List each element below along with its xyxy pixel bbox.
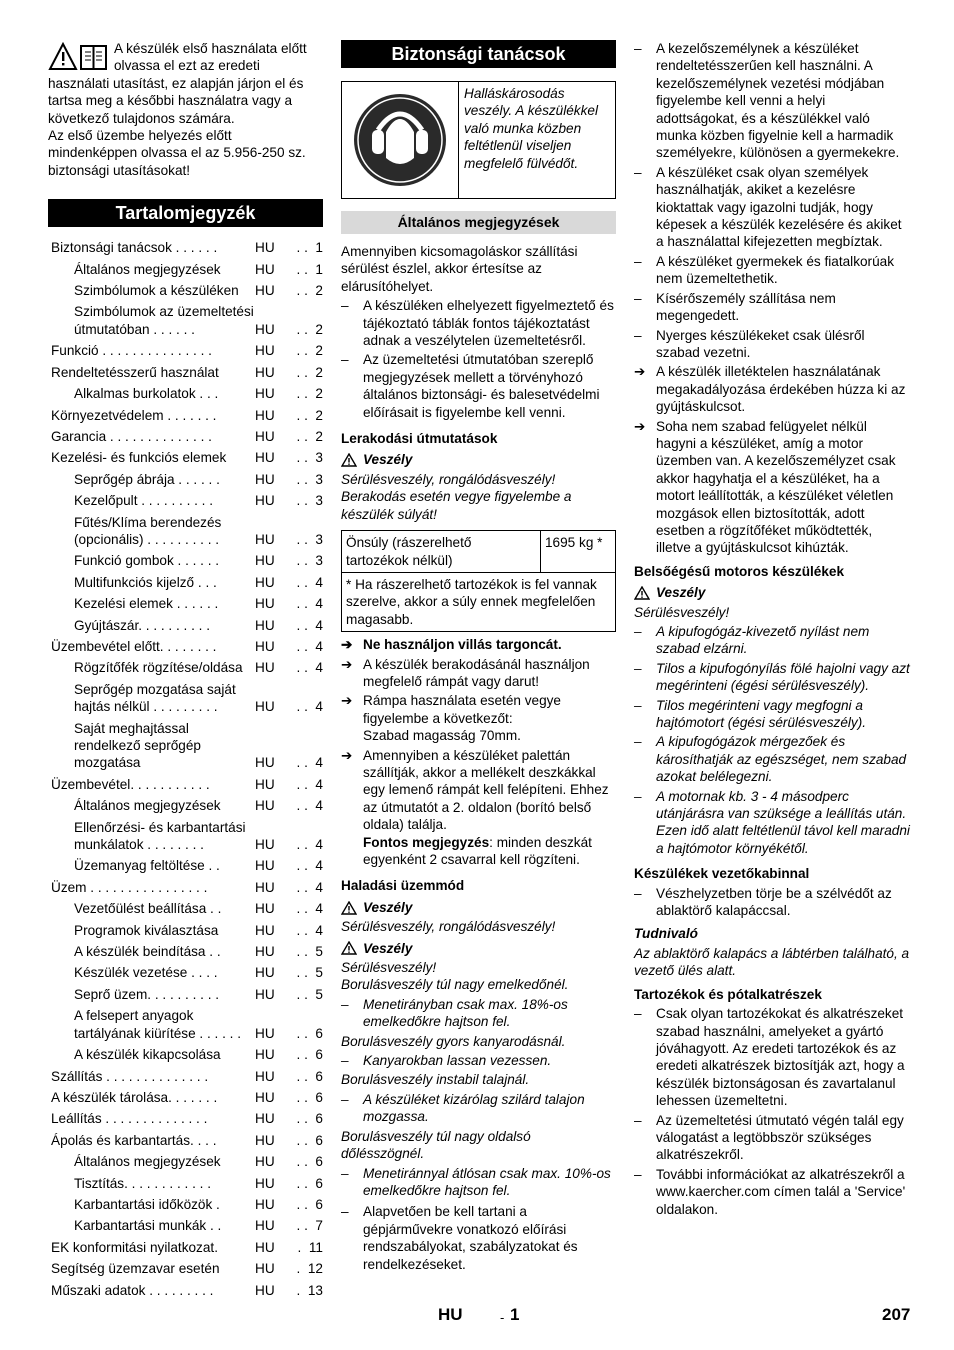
toc-entry-page: . . 6 <box>296 1068 323 1084</box>
toc-entry-page: . . 2 <box>296 364 323 380</box>
toc-entry-title: Üzem . . . . . . . . . . . . . . . . <box>51 879 208 895</box>
toc-entry-page: . . 4 <box>296 638 323 654</box>
toc-entry-page: . . 1 <box>296 240 323 256</box>
toc-entry-page: . 13 <box>296 1282 323 1298</box>
toc-entry-title: Ellenőrzési- és karbantartási munkálatok . . . . . . . . <box>74 819 246 853</box>
list-item: – Vészhelyzetben törje be a szélvédőt az ablaktörő kalapáccsal. <box>634 885 892 919</box>
list-item: – További információkat az alkatrészekről a www.kaercher.com címen talál a 'Service' oldalakon. <box>634 1166 906 1217</box>
toc-entry-title: Üzemanyag feltöltése . . <box>74 858 220 874</box>
toc-entry-title: A készülék kikapcsolása <box>74 1047 221 1063</box>
toc-entry-lang: HU <box>255 364 275 380</box>
toc-entry-page: . . 3 <box>296 531 323 547</box>
toc-entry-title: Szimbólumok az üzemeltetési útmutatóban . . . . . . <box>74 304 254 337</box>
toc-entry-lang: HU <box>255 1132 275 1148</box>
weight-table <box>341 530 616 632</box>
toc-entry-title: Kezelőpult . . . . . . . . . . <box>74 493 214 509</box>
list-item: – A készüléken elhelyezett figyelmeztető és tájékoztató táblák fontos tájékoztatást adnak a veszélytelen üzemeltetésről. <box>341 298 614 349</box>
toc-entry-title: Seprő üzem. . . . . . . . . . <box>74 986 220 1002</box>
toc-entry-title: Szállítás . . . . . . . . . . . . . . <box>51 1068 209 1084</box>
section-title-safety: Biztonsági tanácsok <box>341 40 616 68</box>
toc-entry-page: . . 2 <box>296 321 323 337</box>
toc-entry[interactable] <box>48 962 323 983</box>
toc-entry[interactable] <box>48 383 323 404</box>
danger-label: Veszély <box>341 940 616 957</box>
list-item: – Kanyarokban lassan vezessen. <box>341 1053 552 1069</box>
toc-entry-lang: HU <box>255 1239 275 1255</box>
toc-entry-title: Szimbólumok a készüléken <box>74 283 239 299</box>
toc-entry-title: Kezelési elemek . . . . . . <box>74 596 219 612</box>
column-middle <box>341 40 616 1273</box>
toc-entry[interactable] <box>48 984 323 1005</box>
toc-entry[interactable] <box>48 1280 323 1301</box>
toc-entry-title: Kezelési- és funkciós elemek <box>51 450 227 466</box>
toc-entry-title: Gyújtászár. . . . . . . . . . <box>74 617 210 633</box>
toc-entry-lang: HU <box>255 343 275 359</box>
toc-entry-title: Tisztítás. . . . . . . . . . . . <box>74 1175 211 1191</box>
warning-manual-icon <box>48 42 110 72</box>
toc-entry-title: Multifunkciós kijelző . . . <box>74 574 217 590</box>
toc-entry-title: A készülék tárolása. . . . . . . <box>51 1089 218 1105</box>
toc-entry[interactable] <box>48 280 323 301</box>
toc-entry-title: Karbantartási munkák . . <box>74 1218 222 1234</box>
toc-entry-title: Garancia . . . . . . . . . . . . . . <box>51 428 212 444</box>
toc-entry-lang: HU <box>255 858 275 874</box>
list-item: – A kezelőszemélynek a készüléket rendeltetésszerűen kell használni. A kezelőszemélynek vezetési módjában figyelembe kell venni a helyi adottságokat, és a készülékkel való munka közben figyelnie kell a harmadik személyekre, különösen a gyermekekre. <box>634 41 900 161</box>
toc-entry[interactable] <box>48 615 323 636</box>
toc-entry-title: Seprőgép ábrája . . . . . . <box>74 471 220 487</box>
toc-entry-page: . . 6 <box>296 1175 323 1191</box>
toc-entry-lang: HU <box>255 699 275 715</box>
toc-entry[interactable] <box>48 1130 323 1151</box>
hearing-warning-box <box>341 81 616 199</box>
list-item: – Kísérőszemély szállítása nem megengedett. <box>634 290 836 324</box>
toc-entry-lang: HU <box>255 321 275 337</box>
toc-entry[interactable] <box>48 1087 323 1108</box>
toc-entry-title: Saját meghajtással rendelkező seprőgép mozgatása <box>74 720 201 771</box>
warning-icon <box>341 901 357 915</box>
list-item: – A kipufogógáz-kivezető nyílást nem szabad elzárni. <box>634 624 870 657</box>
toc-entry[interactable] <box>48 920 323 941</box>
toc-entry-page: . . 4 <box>296 617 323 633</box>
toc-entry-lang: HU <box>255 1068 275 1084</box>
toc-entry-lang: HU <box>255 428 275 444</box>
toc-entry-page: . . 6 <box>296 1132 323 1148</box>
list-item: ➔ Soha nem szabad felügyelet nélkül hagyni a készüléket, amíg a motor üzemben van. A kezelőszemélyzet csak akkor hagyhatja el a készüléket, ha a motort leállították, a készüléket véletlen mozgások ellen biztosították, adott esetben a rögzítőféket működtették, illetve a gyújtáskulcsot kihúzták. <box>634 418 896 556</box>
tip-text: Borulásveszély instabil talajnál. <box>341 1072 530 1088</box>
toc-entry-title: Általános megjegyzések <box>74 798 221 814</box>
toc-entry-page: . . 6 <box>296 1089 323 1105</box>
toc-entry-title: Fűtés/Klíma berendezés (opcionális) . . . . . . . . . . <box>74 514 222 547</box>
warning-icon <box>341 453 357 467</box>
toc-entry-title: Funkció . . . . . . . . . . . . . . . <box>51 343 212 359</box>
toc-entry-page: . . 1 <box>296 261 323 277</box>
toc-entry-lang: HU <box>255 386 275 402</box>
toc-entry-lang: HU <box>255 407 275 423</box>
toc-entry[interactable] <box>48 1258 323 1279</box>
toc-entry-title: Rögzítőfék rögzítése/oldása <box>74 660 243 676</box>
list-item: ➔ A készülék illetéktelen használatának megakadályozása érdekében húzza ki az gyújtáskulcsot. <box>634 364 906 415</box>
toc-entry[interactable] <box>48 550 323 571</box>
list-item: ➔ Amennyiben a készüléket palettán szállítják, akkor a mellékelt deszkákkal egy lemenő rámpát kell felépíteni. Ehhez az útmutatót a 2. oldalon (borító belső oldala) találja. Fontos megjegyzés: minden deszkát egyenként 2 csavarral kell rögzíteni. <box>341 747 609 867</box>
toc-entry-page: . . 3 <box>296 450 323 466</box>
list-item: ➔ Rámpa használata esetén vegye figyelembe a következőt: Szabad magasság 70mm. <box>341 693 561 744</box>
toc-entry-lang: HU <box>255 755 275 771</box>
engine-title: Belsőégésű motoros készülékek <box>634 563 845 579</box>
toc-entry[interactable] <box>48 898 323 919</box>
toc-entry-page: . . 5 <box>296 986 323 1002</box>
toc-entry-page: . . 2 <box>296 428 323 444</box>
toc-entry[interactable] <box>48 340 323 361</box>
toc-entry-page: . . 4 <box>296 660 323 676</box>
toc-entry-page: . . 6 <box>296 1025 323 1041</box>
toc-entry-page: . . 3 <box>296 553 323 569</box>
toc-entry-lang: HU <box>255 837 275 853</box>
toc-entry-lang: HU <box>255 1261 275 1277</box>
list-item: – A készüléket csak olyan személyek használhatják, akiket a kezelésre kioktattak vagy igazolni tudják, hogy képesek a készülék kezelésére és akiket a használattal kifejezetten megbíztak. <box>634 164 902 250</box>
toc-entry-title: Alkalmas burkolatok . . . <box>74 386 219 402</box>
toc-entry-page: . . 4 <box>296 922 323 938</box>
toc-entry-title: A felsepert anyagok tartályának kiürítése . . . . . . <box>74 1008 241 1041</box>
column-right <box>634 40 910 1218</box>
danger-label: Veszély <box>634 584 910 601</box>
general-paragraph: Amennyiben kicsomagoláskor szállítási sérülést észlel, akkor értesítse az elárusítóhelyet. <box>341 244 578 294</box>
toc-entry[interactable] <box>48 657 323 678</box>
toc-entry-title: Programok kiválasztása <box>74 922 219 938</box>
toc-entry-lang: HU <box>255 574 275 590</box>
toc-entry-page: . . 6 <box>296 1154 323 1170</box>
page-number: 207 <box>882 1305 911 1324</box>
toc-entry-page: . . 4 <box>296 755 323 771</box>
list-item: – Csak olyan tartozékokat és alkatrészeket szabad használni, amelyeket a gyártó jóváhagyott. Az eredeti tartozékok és az eredeti alkatrészek biztosítják azt, hogy a készülék biztonságosan és zavartalanul lehessen üzemeltetni. <box>634 1006 905 1109</box>
toc-entry-title: Általános megjegyzések <box>74 261 221 277</box>
toc-entry-lang: HU <box>255 596 275 612</box>
footer-section-number: 1 <box>510 1305 520 1324</box>
toc-entry[interactable] <box>48 512 323 551</box>
toc-entry-lang: HU <box>255 1196 275 1212</box>
engine-risk: Sérülésveszély! <box>634 604 730 620</box>
toc-entry[interactable] <box>48 1108 323 1129</box>
toc-entry-page: . 12 <box>296 1261 323 1277</box>
toc-entry-page: . . 4 <box>296 837 323 853</box>
list-item: – A készüléket kizárólag szilárd talajon mozgassa. <box>341 1091 585 1125</box>
toc-entry-title: Seprőgép mozgatása saját hajtás nélkül . . . . . . . . . <box>74 681 236 715</box>
warning-icon <box>634 586 650 600</box>
unload-title: Lerakodási útmutatások <box>341 431 498 447</box>
toc-entry-title: Üzembevétel előtt. . . . . . . . <box>51 638 217 654</box>
list-item: – Az üzemeltetési útmutató végén talál egy válogatást a legtöbbször szükséges alkatrészekről. <box>634 1112 904 1163</box>
travel-risk-2: Sérülésveszély! <box>341 960 437 976</box>
toc-entry-lang: HU <box>255 660 275 676</box>
toc-entry[interactable] <box>48 237 323 258</box>
intro-text-2: Az első üzembe helyezés előtt mindenképpen olvassa el az 5.956-250 sz. biztonsági utasításokat! <box>48 128 306 178</box>
toc-entry[interactable] <box>48 679 323 718</box>
toc-entry-page: . . 4 <box>296 574 323 590</box>
toc-entry[interactable] <box>48 1173 323 1194</box>
toc-entry[interactable] <box>48 1044 323 1065</box>
table-of-contents <box>48 237 323 1301</box>
toc-entry-lang: HU <box>255 283 275 299</box>
toc-entry-page: . . 2 <box>296 343 323 359</box>
toc-entry-lang: HU <box>255 1089 275 1105</box>
toc-entry-page: . . 4 <box>296 879 323 895</box>
toc-entry-title: Segítség üzemzavar esetén <box>51 1261 220 1277</box>
toc-entry[interactable] <box>48 1005 323 1044</box>
toc-entry-lang: HU <box>255 1175 275 1191</box>
toc-entry-title: Üzembevétel. . . . . . . . . . . <box>51 776 210 792</box>
tip-text: Borulásveszély gyors kanyarodásnál. <box>341 1033 566 1049</box>
toc-entry[interactable] <box>48 469 323 490</box>
toc-entry[interactable] <box>48 1066 323 1087</box>
tip-text: Borulásveszély túl nagy oldalsó dőlésszögnél. <box>341 1128 531 1162</box>
toc-entry-page: . . 5 <box>296 944 323 960</box>
toc-entry-title: Biztonsági tanácsok . . . . . . <box>51 240 218 256</box>
toc-entry-page: . . 4 <box>296 699 323 715</box>
toc-entry-page: . . 6 <box>296 1111 323 1127</box>
toc-entry[interactable] <box>48 1215 323 1236</box>
column-left <box>48 40 323 1301</box>
toc-entry[interactable] <box>48 301 323 340</box>
toc-entry[interactable] <box>48 447 323 468</box>
toc-entry[interactable] <box>48 490 323 511</box>
toc-entry-lang: HU <box>255 450 275 466</box>
tip-text: Borulásveszély túl nagy emelkedőnél. <box>341 977 569 993</box>
travel-risk-1: Sérülésveszély, rongálódásveszély! <box>341 919 556 935</box>
toc-entry-page: . . 4 <box>296 858 323 874</box>
list-item: – Tilos a kipufogónyílás fölé hajolni vagy azt megérinteni (égési sérülésveszély). <box>634 660 910 694</box>
toc-entry-title: Vezetőülést beállítása . . <box>74 901 222 917</box>
toc-entry[interactable] <box>48 855 323 876</box>
toc-entry-page: . . 7 <box>296 1218 323 1234</box>
subsection-general: Általános megjegyzések <box>341 211 616 234</box>
weight-value: 1695 kg * <box>545 535 603 551</box>
toc-entry-title: Általános megjegyzések <box>74 1154 221 1170</box>
list-item: – Nyerges készülékeket csak ülésről szabad vezetni. <box>634 327 865 360</box>
toc-entry-title: Karbantartási időközök . <box>74 1196 220 1212</box>
unload-risk: Sérülésveszély, rongálódásveszély! Berakodás esetén vegye figyelembe a készülék súlyát! <box>341 471 572 522</box>
toc-entry-page: . . 5 <box>296 965 323 981</box>
list-item: ➔ Ne használjon villás targoncát. <box>341 637 562 653</box>
weight-label: Önsúly (rászerelhető tartozékok nélkül) <box>342 531 541 572</box>
footer-lang: HU <box>438 1305 463 1324</box>
toc-entry-page: . . 2 <box>296 407 323 423</box>
toc-entry-lang: HU <box>255 1047 275 1063</box>
list-item: – Az üzemeltetési útmutatóban szereplő megjegyzések mellett a törvényhozó általános biztonsági- és balesetvédelmi előírásait is figyelembe kell venni. <box>341 352 600 420</box>
list-item: – Menetiránnyal átlósan csak max. 10%-os emelkedőkre hajtson fel. <box>341 1165 611 1198</box>
toc-entry[interactable] <box>48 1237 323 1258</box>
danger-label: Veszély <box>341 451 616 468</box>
toc-entry-page: . . 3 <box>296 471 323 487</box>
toc-entry-page: . . 4 <box>296 776 323 792</box>
list-item: – A motornak kb. 3 - 4 másodperc utánjárásra van szüksége a leállítás után. Ezen idő alatt feltétlenül távol kell maradni a hajtómotor környékétől. <box>634 788 910 856</box>
toc-entry[interactable] <box>48 774 323 795</box>
toc-entry-lang: HU <box>255 261 275 277</box>
toc-entry[interactable] <box>48 795 323 816</box>
toc-entry[interactable] <box>48 572 323 593</box>
toc-entry[interactable] <box>48 941 323 962</box>
toc-entry-page: . . 4 <box>296 596 323 612</box>
toc-title: Tartalomjegyzék <box>48 199 323 227</box>
toc-entry[interactable] <box>48 593 323 614</box>
weight-note: * Ha rászerelhető tartozékok is fel vannak szerelve, akkor a súly ennek megfelelően magasabb. <box>346 576 597 627</box>
list-item: – A kipufogógázok mérgezőek és károsíthatják az egészséget, nem szabad azokat belélegezni. <box>634 734 907 785</box>
toc-entry-title: Környezetvédelem . . . . . . . <box>51 407 217 423</box>
toc-entry-lang: HU <box>255 965 275 981</box>
toc-entry-lang: HU <box>255 798 275 814</box>
toc-entry-page: . . 6 <box>296 1196 323 1212</box>
toc-entry[interactable] <box>48 877 323 898</box>
toc-entry-title: Műszaki adatok . . . . . . . . . <box>51 1282 214 1298</box>
toc-entry[interactable] <box>48 718 323 774</box>
toc-entry[interactable] <box>48 259 323 280</box>
toc-entry-lang: HU <box>255 493 275 509</box>
toc-entry-lang: HU <box>255 901 275 917</box>
toc-entry-title: Funkció gombok . . . . . . <box>74 553 220 569</box>
toc-entry-title: Készülék vezetése . . . . <box>74 965 218 981</box>
toc-entry-lang: HU <box>255 1154 275 1170</box>
note-title: Tudnivaló <box>634 925 698 941</box>
toc-entry-lang: HU <box>255 776 275 792</box>
toc-entry[interactable] <box>48 817 323 856</box>
toc-entry-page: . . 4 <box>296 901 323 917</box>
toc-entry[interactable] <box>48 426 323 447</box>
toc-entry-lang: HU <box>255 1282 275 1298</box>
ear-protection-icon <box>342 82 459 198</box>
cab-title: Készülékek vezetőkabinnal <box>634 866 810 882</box>
toc-entry-lang: HU <box>255 617 275 633</box>
toc-entry-page: . . 6 <box>296 1047 323 1063</box>
intro-block <box>48 40 323 179</box>
toc-entry-lang: HU <box>255 1111 275 1127</box>
toc-entry-title: Rendeltetésszerű használat <box>51 364 219 380</box>
toc-entry-page: . . 4 <box>296 798 323 814</box>
toc-entry-lang: HU <box>255 531 275 547</box>
list-item: – Tilos megérinteni vagy megfogni a hajtómotort (égési sérülésveszély). <box>634 697 867 731</box>
list-item: ➔ A készülék berakodásánál használjon megfelelő rámpát vagy darut! <box>341 656 590 689</box>
toc-entry-lang: HU <box>255 944 275 960</box>
toc-entry-title: EK konformitási nyilatkozat. <box>51 1239 218 1255</box>
toc-entry[interactable] <box>48 362 323 383</box>
hearing-warning-text: Halláskárosodás veszély. A készülékkel való munka közben feltétlenül viseljen megfelelő fülvédőt. <box>464 86 598 171</box>
toc-entry-title: Leállítás . . . . . . . . . . . . . . <box>51 1111 208 1127</box>
toc-entry-lang: HU <box>255 471 275 487</box>
toc-entry[interactable] <box>48 405 323 426</box>
list-item: – A készüléket gyermekek és fiatalkorúak nem üzemeltethetik. <box>634 253 895 287</box>
list-item: – Alapvetően be kell tartani a gépjárművekre vonatkozó előírási rendszabályokat, szabályzatokat és rendelkezéseket. <box>341 1204 578 1272</box>
toc-entry[interactable] <box>48 1194 323 1215</box>
list-item: – Menetirányban csak max. 18%-os emelkedőkre hajtson fel. <box>341 996 568 1030</box>
toc-entry-page: . 11 <box>297 1239 323 1255</box>
parts-title: Tartozékok és pótalkatrészek <box>634 986 822 1002</box>
toc-entry-page: . . 2 <box>296 283 323 299</box>
note-text: Az ablaktörő kalapács a lábtérben található, a vezető ülés alatt. <box>634 945 910 979</box>
toc-entry-lang: HU <box>255 240 275 256</box>
toc-entry-lang: HU <box>255 1218 275 1234</box>
toc-entry-title: Ápolás és karbantartás. . . . <box>51 1132 217 1148</box>
toc-entry-lang: HU <box>255 553 275 569</box>
intro-text-1: A készülék első használata előtt olvassa el ezt az eredeti használati utasítást, ez alapján járjon el és tartsa meg a későbbi használatra vagy a következő tulajdonos számára. <box>48 41 307 126</box>
toc-entry-lang: HU <box>255 922 275 938</box>
danger-label: Veszély <box>341 899 616 916</box>
toc-entry[interactable] <box>48 1151 323 1172</box>
toc-entry-page: . . 2 <box>296 386 323 402</box>
toc-entry[interactable] <box>48 636 323 657</box>
travel-title: Haladási üzemmód <box>341 878 465 894</box>
toc-entry-lang: HU <box>255 986 275 1002</box>
toc-entry-lang: HU <box>255 1025 275 1041</box>
toc-entry-lang: HU <box>255 879 275 895</box>
footer-separator: - <box>500 1310 505 1325</box>
toc-entry-lang: HU <box>255 638 275 654</box>
warning-icon <box>341 941 357 955</box>
toc-entry-page: . . 3 <box>296 493 323 509</box>
toc-entry-title: A készülék beindítása . . <box>74 944 221 960</box>
